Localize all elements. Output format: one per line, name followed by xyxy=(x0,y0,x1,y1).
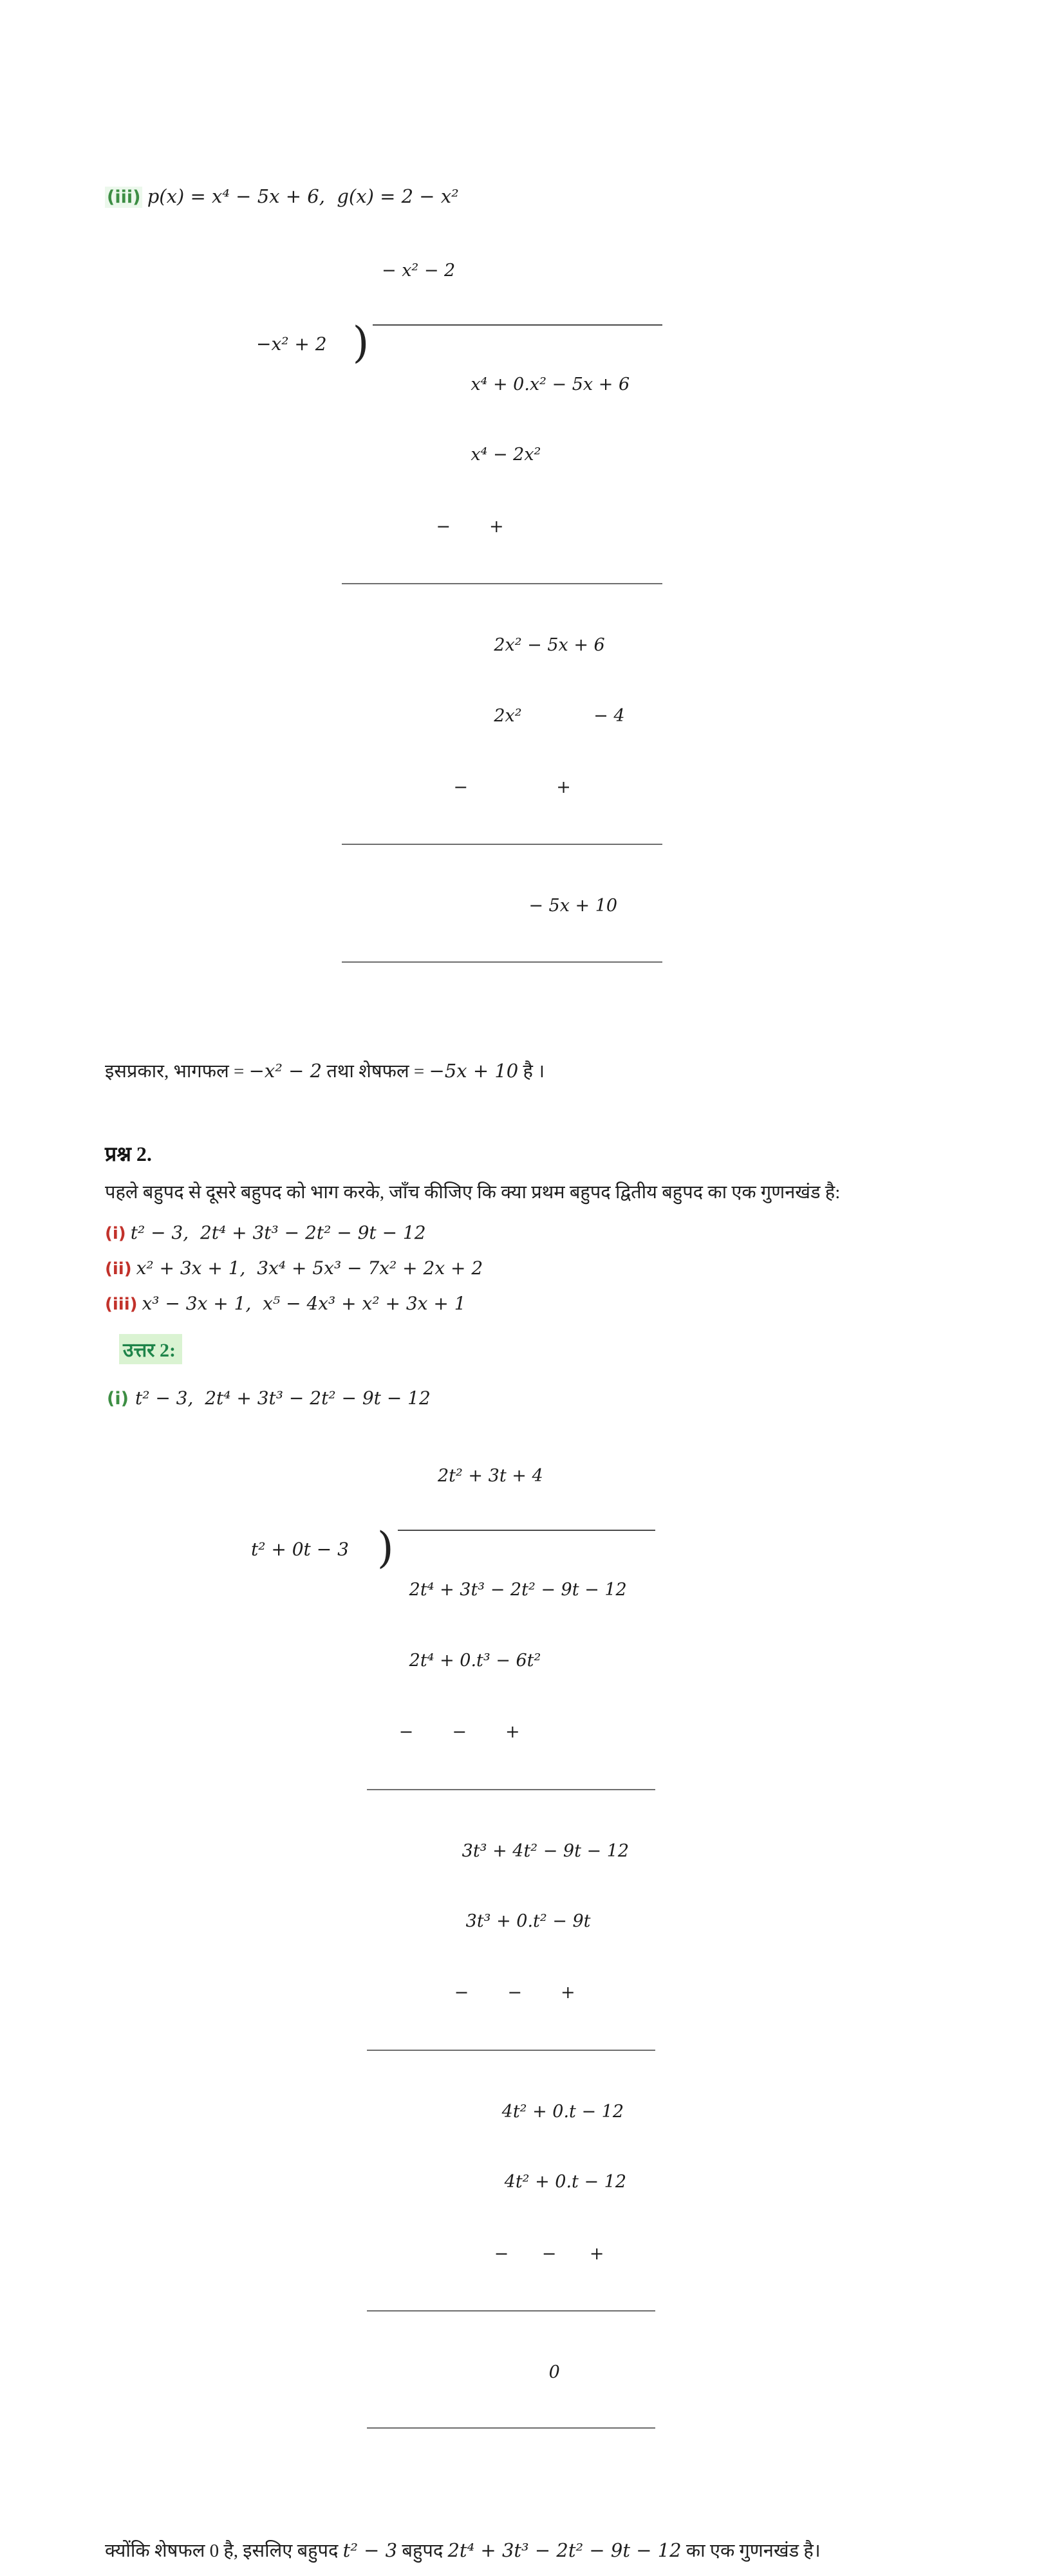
division-body xyxy=(256,318,974,1004)
result-text: इसप्रकार, भागफल = xyxy=(105,1061,249,1082)
item-expression: t² − 3, 2t⁴ + 3t³ − 2t² − 9t − 12 xyxy=(135,1387,431,1409)
answer-2-heading-row xyxy=(105,1315,974,1364)
dividend-row: x⁴ + 0.x² − 5x + 6 xyxy=(471,375,630,394)
answer-2-item-i xyxy=(105,1387,974,1409)
result-text: तथा शेषफल = xyxy=(322,1061,429,1082)
sign-row: − + xyxy=(436,516,504,537)
rule-divider xyxy=(367,1789,655,1790)
division-body xyxy=(251,1523,974,2470)
product-row: x⁴ − 2x² xyxy=(471,445,541,465)
product-row: 2t⁴ + 0.t³ − 6t² xyxy=(409,1650,541,1671)
quotient: 2t² + 3t + 4 xyxy=(438,1466,543,1487)
divisor: t² + 0t − 3 xyxy=(251,1539,349,1561)
item-expression: t² − 3, 2t⁴ + 3t³ − 2t² − 9t − 12 xyxy=(130,1222,426,1244)
rule-divider xyxy=(367,2427,655,2429)
long-division-1 xyxy=(256,221,974,1044)
final-remainder-row: − 5x + 10 xyxy=(528,896,618,916)
question-2-body: पहले बहुपद से दूसरे बहुपद को भाग करके, जाँच कीजिए कि क्या प्रथम बहुपद द्वितीय बहुपद का एक गुणनखंड है: xyxy=(105,1181,841,1203)
quotient-row xyxy=(256,261,974,284)
final-remainder-row: 0 xyxy=(548,2362,560,2382)
sign-row: − − + xyxy=(454,1983,575,2003)
sign-row: − − + xyxy=(398,1722,520,1743)
rule-divider xyxy=(367,2310,655,2312)
remainder-value: −5x + 10 xyxy=(429,1059,519,1082)
division-bracket: ) xyxy=(377,1523,394,1573)
division-work xyxy=(398,1530,655,2470)
product-row: 2x² − 4 xyxy=(494,705,625,726)
result-text: है । xyxy=(518,1061,545,1082)
rule-divider xyxy=(367,2050,655,2051)
quotient-spacer xyxy=(251,1466,438,1490)
long-division-2 xyxy=(251,1426,974,2510)
sign-row: − + xyxy=(453,777,571,797)
quotient: − x² − 2 xyxy=(382,261,456,281)
conclusion-text: का एक गुणनखंड है। xyxy=(681,2541,821,2562)
dividend-row: 2t⁴ + 3t³ − 2t² − 9t − 12 xyxy=(409,1580,627,1600)
question-2-item-iii xyxy=(105,1293,974,1315)
part-iii-line xyxy=(105,185,974,208)
item-label: (ii) xyxy=(105,1259,132,1279)
conclusion-paragraph xyxy=(105,2526,1000,2575)
sign-row: − − + xyxy=(494,2243,604,2264)
product-row: 3t³ + 0.t² − 9t xyxy=(465,1911,591,1932)
answer-2-heading: उत्तर 2: xyxy=(119,1334,182,1364)
quotient-value: −x² − 2 xyxy=(248,1059,322,1082)
item-label: (i) xyxy=(107,1389,129,1409)
division-work xyxy=(373,324,662,1004)
dividend-polynomial: 2t⁴ + 3t³ − 2t² − 9t − 12 xyxy=(447,2539,682,2562)
item-label: (iii) xyxy=(105,1295,138,1315)
item-expression: x² + 3x + 1, 3x⁴ + 5x³ − 7x² + 2x + 2 xyxy=(136,1257,483,1279)
question-2-item-ii xyxy=(105,1257,974,1279)
divisor: −x² + 2 xyxy=(256,333,327,355)
question-2-item-i xyxy=(105,1222,974,1244)
result-line xyxy=(105,1058,974,1083)
conclusion-text: क्योंकि शेषफल 0 है, इसलिए बहुपद xyxy=(105,2541,343,2562)
divisor-polynomial: t² − 3 xyxy=(342,2539,398,2562)
part-iii-label: (iii) xyxy=(105,187,142,208)
question-2-heading: प्रश्न 2. xyxy=(105,1142,152,1165)
item-label: (i) xyxy=(105,1224,126,1244)
remainder-row: 2x² − 5x + 6 xyxy=(494,635,605,656)
rule-divider xyxy=(342,583,662,584)
rule-divider xyxy=(342,961,662,963)
quotient-row xyxy=(251,1466,974,1490)
conclusion-text: बहुपद xyxy=(397,2541,448,2562)
division-bracket: ) xyxy=(352,318,369,367)
product-row: 4t² + 0.t − 12 xyxy=(504,2172,627,2192)
part-iii-expression: p(x) = x⁴ − 5x + 6, g(x) = 2 − x² xyxy=(147,185,459,207)
remainder-row: 4t² + 0.t − 12 xyxy=(501,2101,624,2122)
rule-divider xyxy=(342,844,662,845)
item-expression: x³ − 3x + 1, x⁵ − 4x³ + x² + 3x + 1 xyxy=(142,1293,466,1315)
remainder-row: 3t³ + 4t² − 9t − 12 xyxy=(462,1840,630,1861)
quotient-spacer xyxy=(256,261,382,284)
